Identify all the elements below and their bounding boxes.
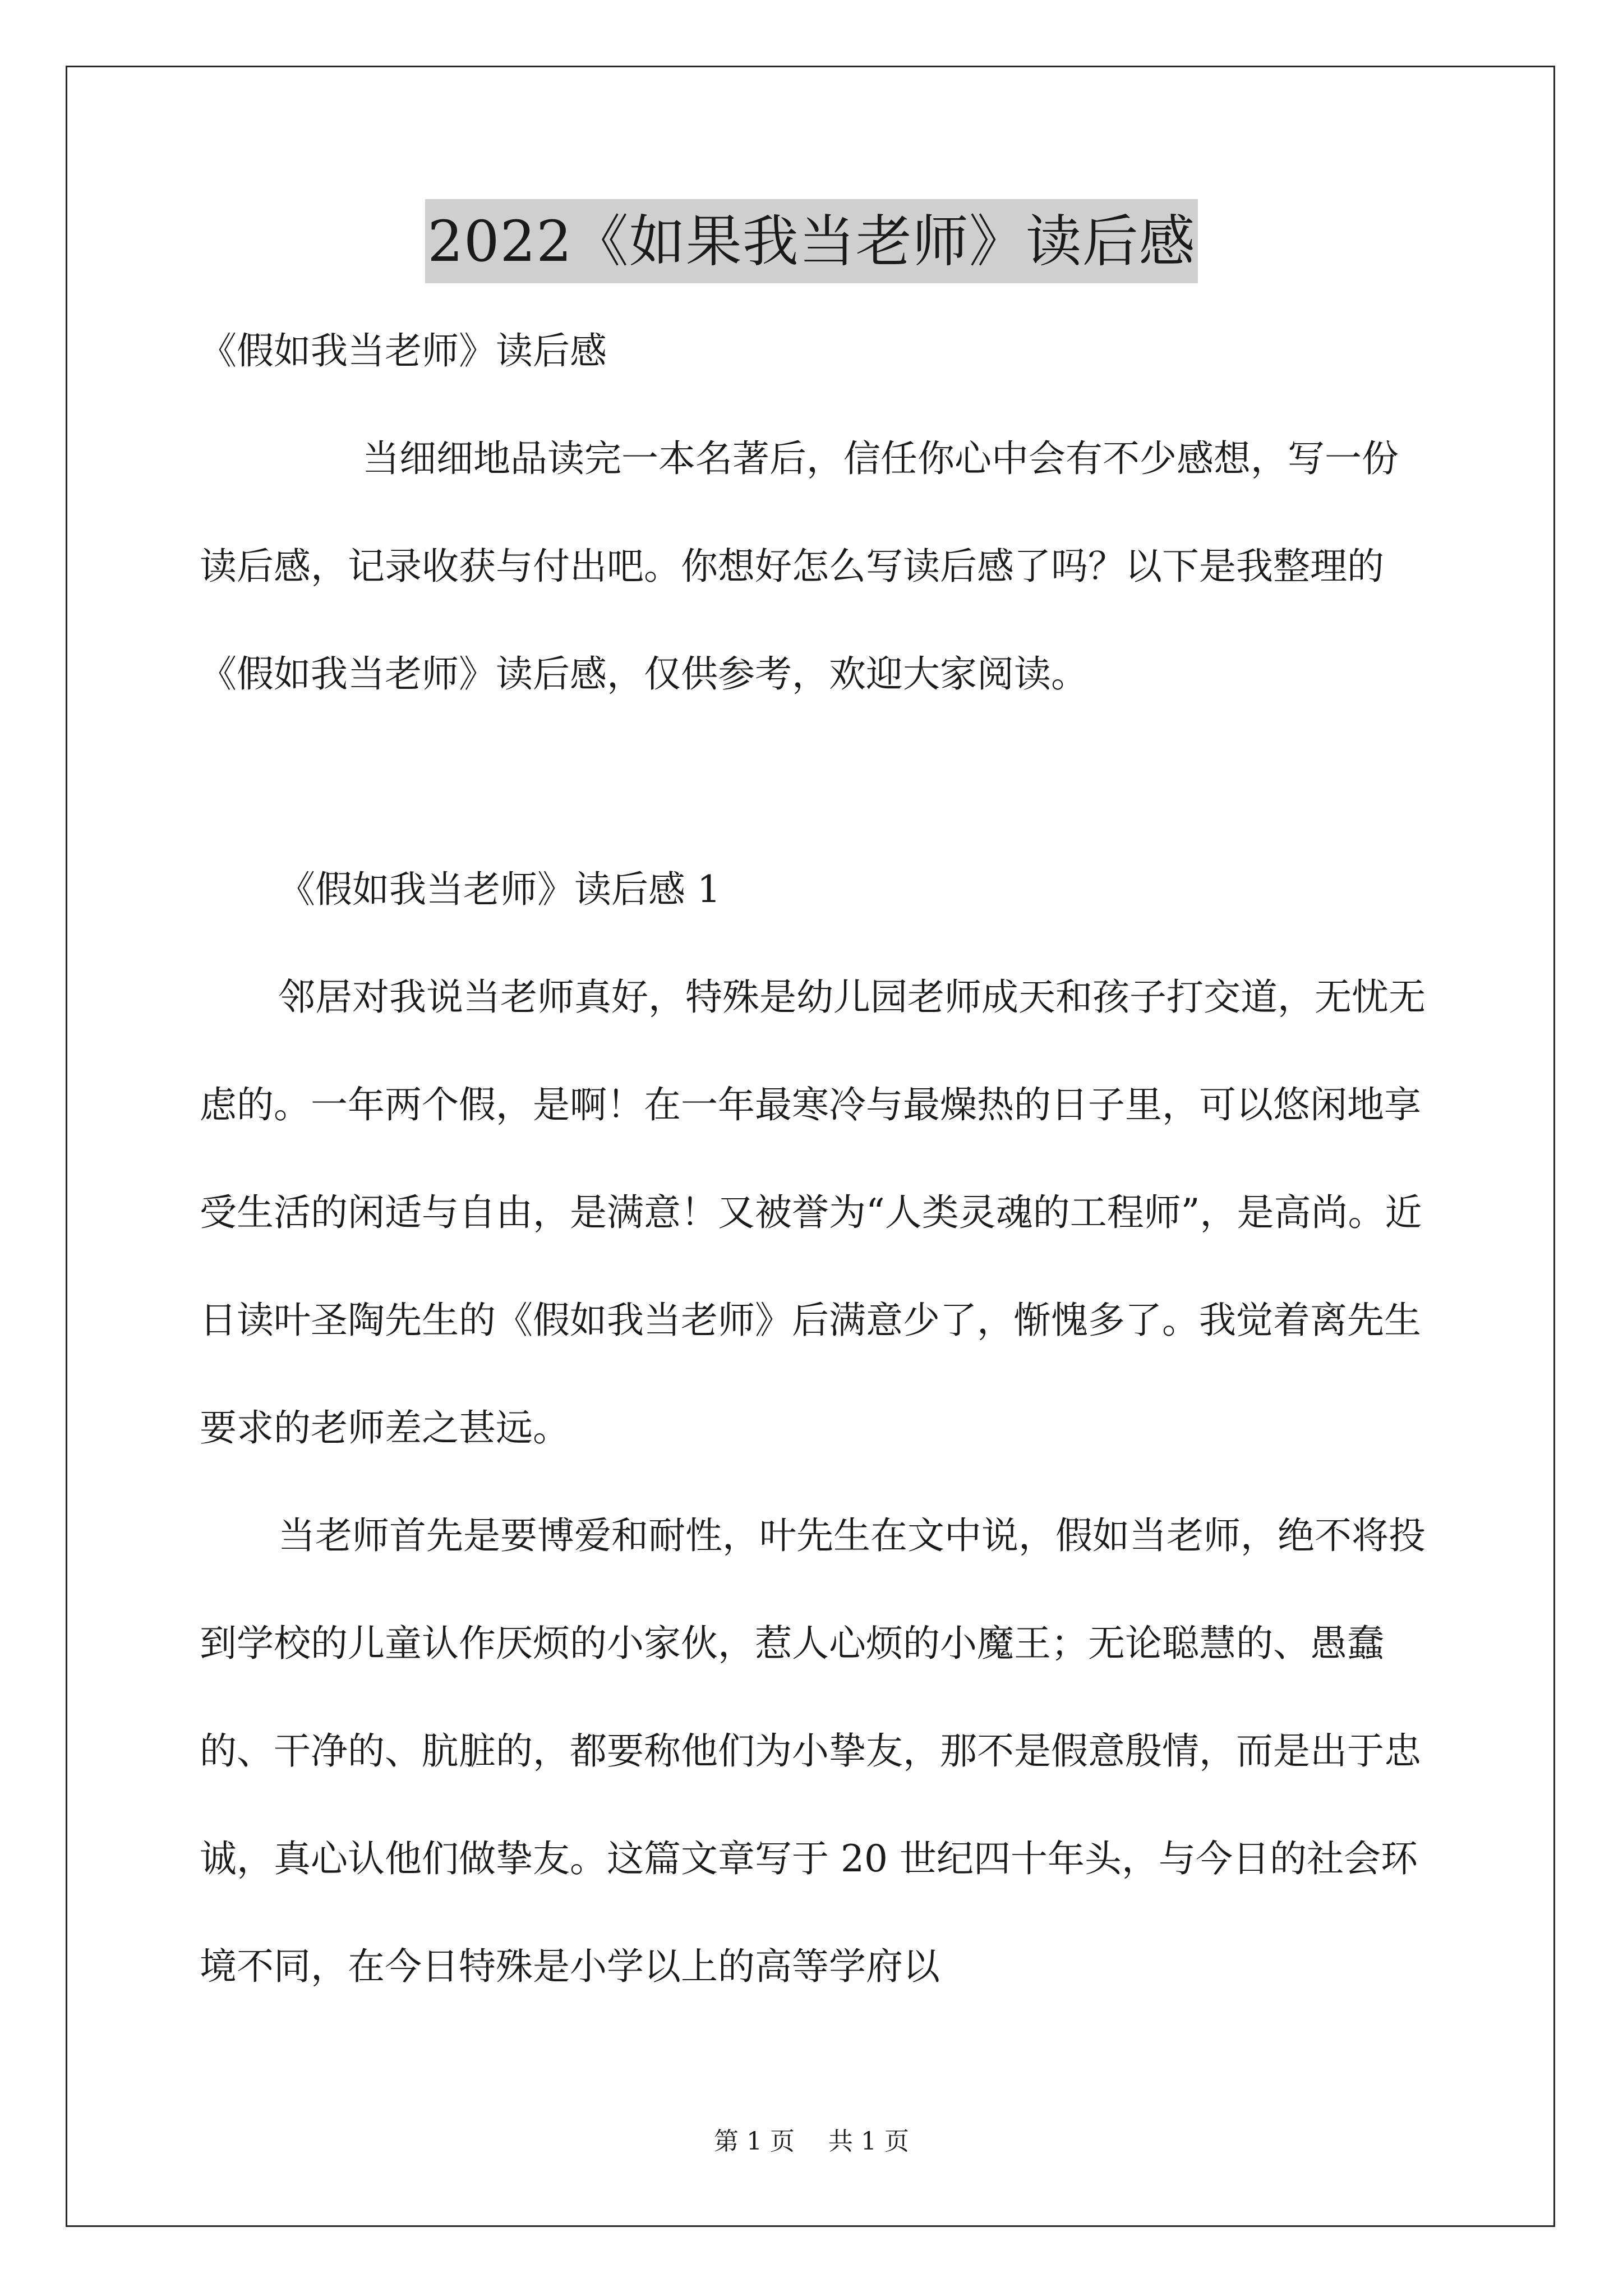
page-footer <box>0 2125 1623 2159</box>
intro-paragraph: 当细细地品读完一本名著后，信任你心中会有不少感想，写一份读后感，记录收获与付出吧。你想好怎么写读后感了吗？以下是我整理的《假如我当老师》读后感，仅供参考，欢迎大家阅读。 <box>200 437 1399 696</box>
section-heading: 《假如我当老师》读后感 1 <box>278 868 721 911</box>
title-container <box>0 199 1623 283</box>
page-number: 第 1 页 <box>714 2127 795 2156</box>
document-subtitle: 《假如我当老师》读后感 <box>200 329 607 372</box>
section-spacer <box>200 728 1428 836</box>
body-paragraph: 当老师首先是要博爱和耐性，叶先生在文中说，假如当老师，绝不将投到学校的儿童认作厌烦的小家伙，惹人心烦的小魔王；无论聪慧的、愚蠢的、干净的、肮脏的，都要称他们为小挚友，那不是假意殷情，而是出于忠诚，真心认他们做挚友。这篇文章写于 20 世纪四十年头，与今日的社会环境不同，在今日特殊是小学以上的高等学府以 <box>200 1514 1426 1988</box>
body-paragraph: 邻居对我说当老师真好，特殊是幼儿园老师成天和孩子打交道，无忧无虑的。一年两个假，是啊！在一年最寒冷与最燥热的日子里，可以悠闲地享受生活的闲适与自由，是满意！又被誉为“人类灵魂的工程师”，是高尚。近日读叶圣陶先生的《假如我当老师》后满意少了，惭愧多了。我觉着离先生要求的老师差之甚远。 <box>200 976 1426 1450</box>
page-total: 共 1 页 <box>828 2127 909 2156</box>
document-title: 2022《如果我当老师》读后感 <box>425 199 1198 283</box>
document-body <box>200 297 1428 2021</box>
